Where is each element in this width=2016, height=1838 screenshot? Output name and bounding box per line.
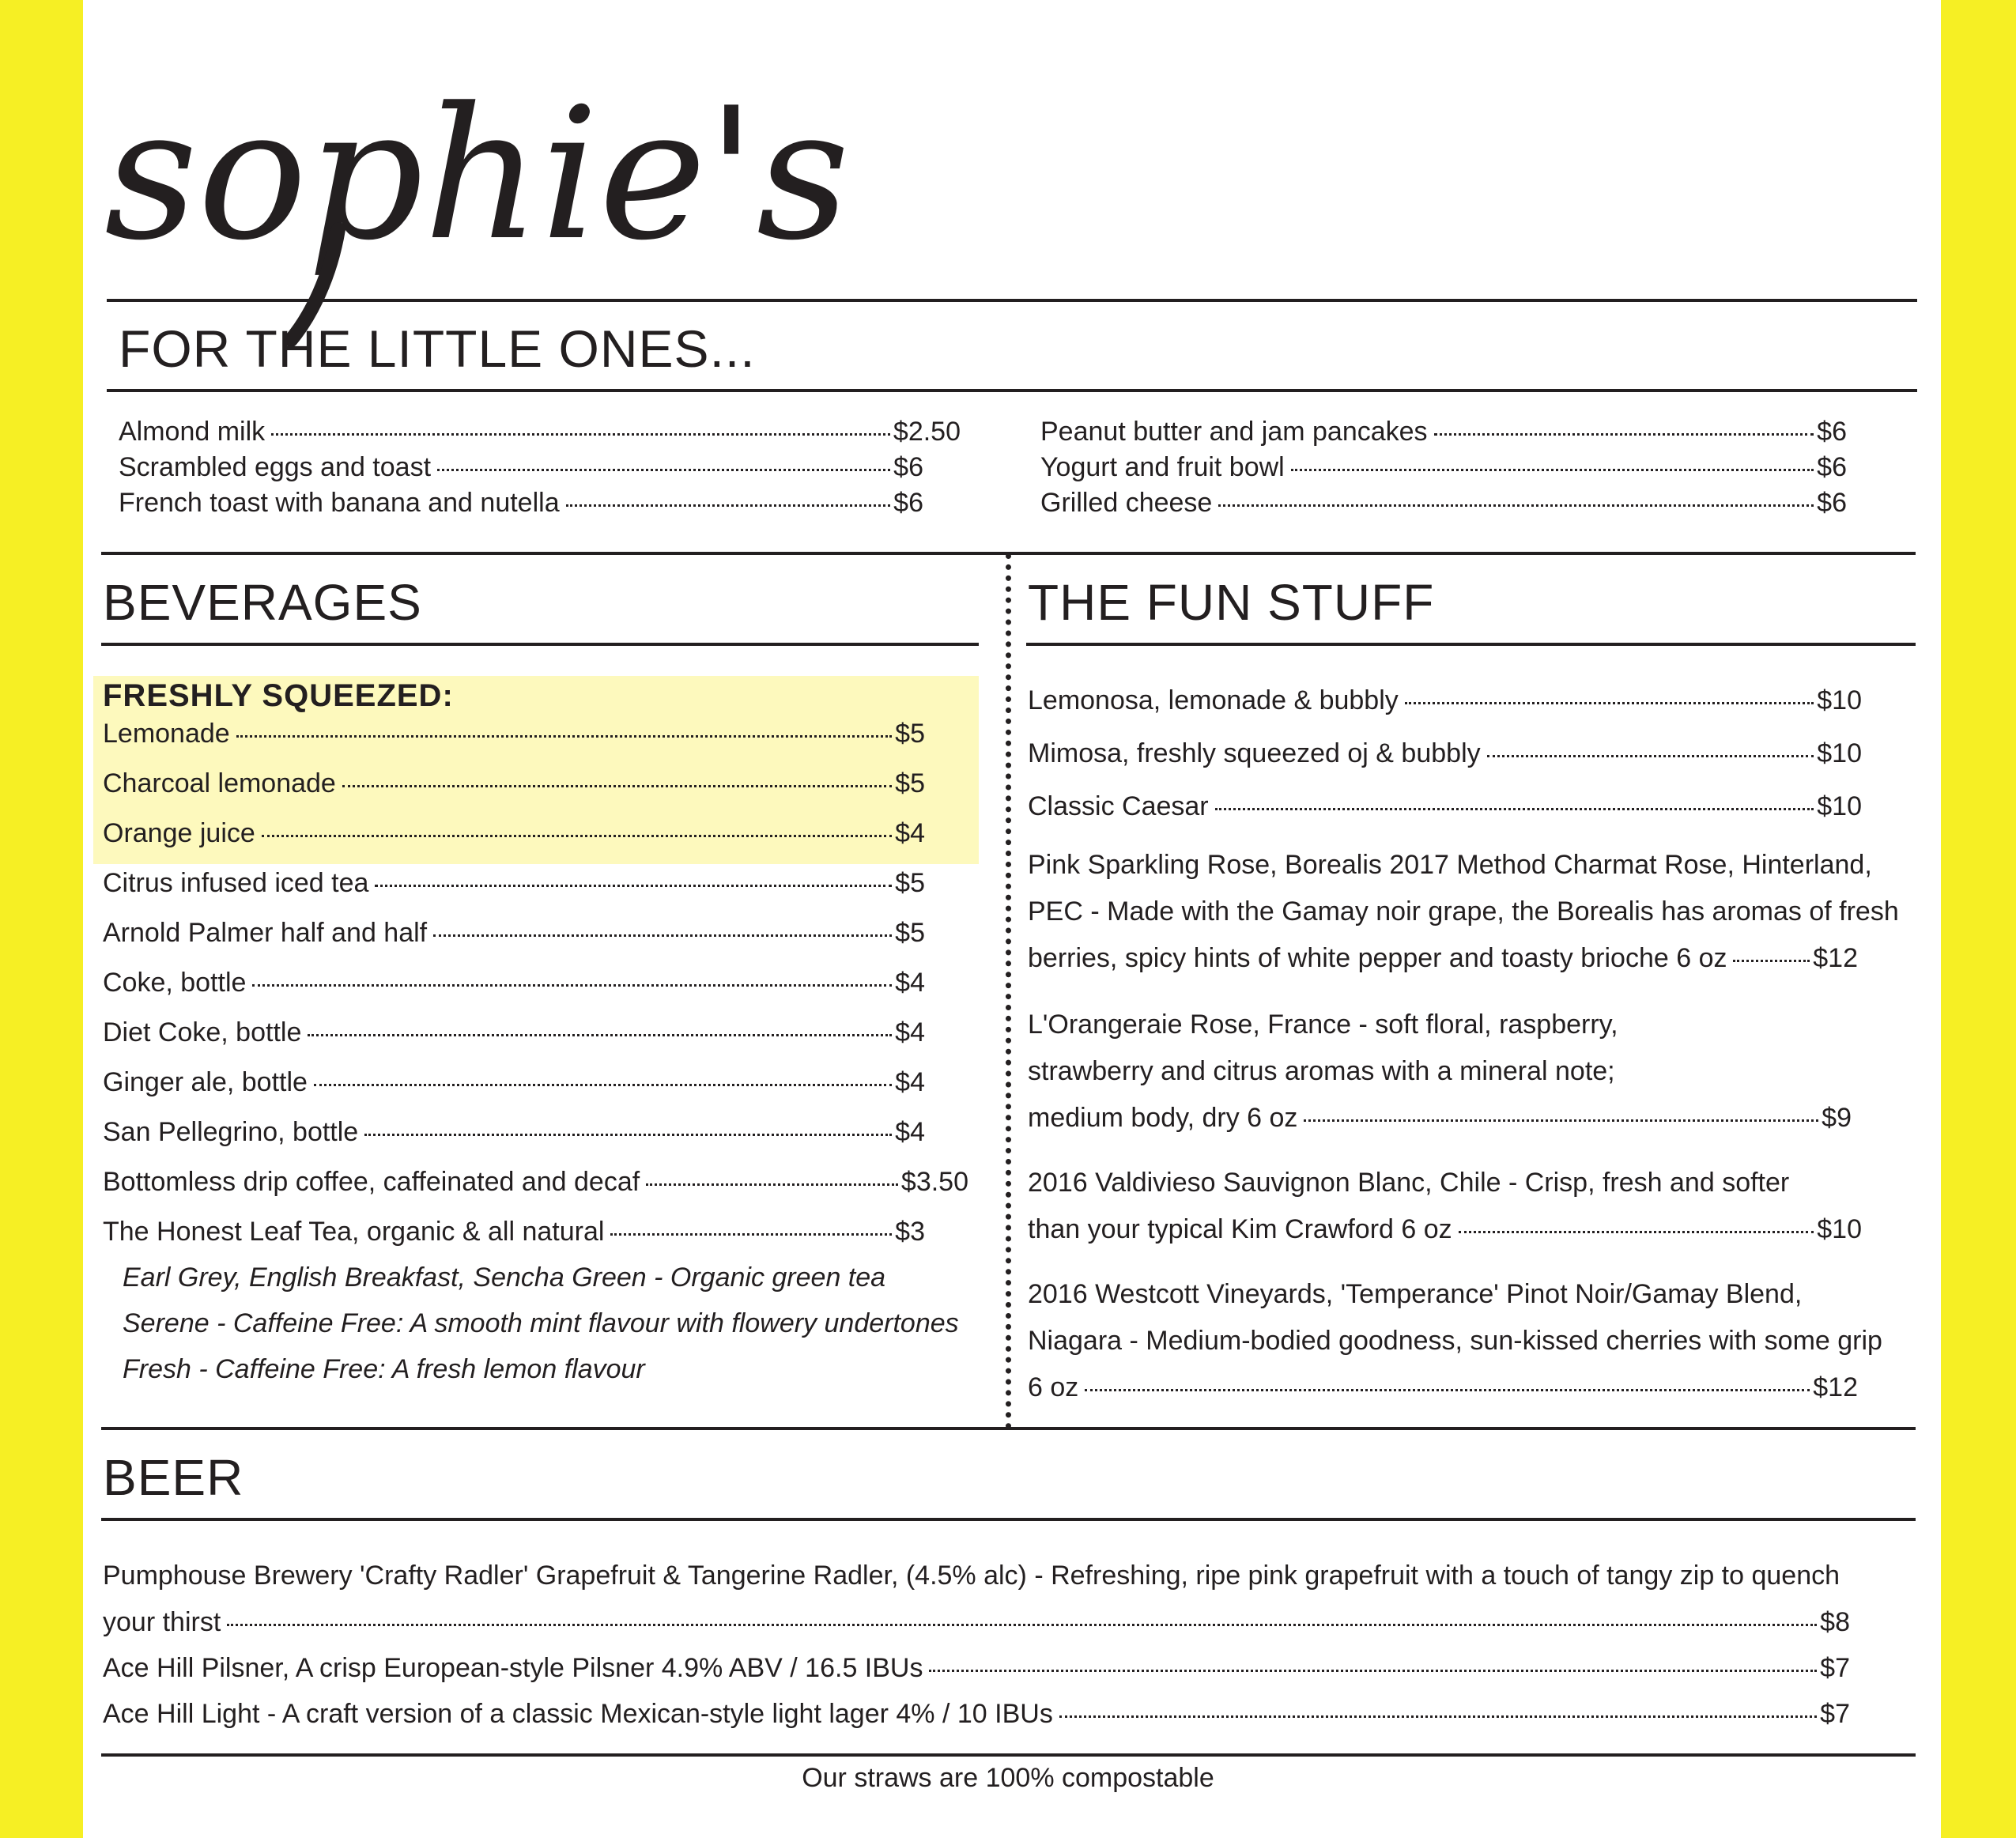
divider <box>1026 643 1916 646</box>
beer-heading: BEER <box>103 1449 244 1506</box>
menu-item: your thirst $8 <box>103 1607 1850 1637</box>
column-divider <box>1006 553 1011 1429</box>
menu-item: Classic Caesar $10 <box>1028 791 1862 821</box>
tea-note: Fresh - Caffeine Free: A fresh lemon flavour <box>123 1354 645 1384</box>
beer-description: Pumphouse Brewery 'Crafty Radler' Grapefruit & Tangerine Radler, (4.5% alc) - Refreshing, ripe pink grapefruit with a touch of tangy zip to quench <box>103 1561 1840 1591</box>
wine-description: Pink Sparkling Rose, Borealis 2017 Method Charmat Rose, Hinterland, <box>1028 850 1872 880</box>
wine-description: L'Orangeraie Rose, France - soft floral, raspberry, <box>1028 1010 1618 1040</box>
little-ones-heading: FOR THE LITTLE ONES... <box>119 319 756 378</box>
menu-item: Ace Hill Light - A craft version of a classic Mexican-style light lager 4% / 10 IBUs $7 <box>103 1699 1850 1729</box>
menu-item: The Honest Leaf Tea, organic & all natural $3 <box>103 1217 925 1247</box>
divider <box>101 1518 1916 1521</box>
tea-note: Earl Grey, English Breakfast, Sencha Green - Organic green tea <box>123 1262 886 1293</box>
menu-item: French toast with banana and nutella $6 <box>119 488 923 518</box>
left-accent-bar <box>0 0 83 1838</box>
menu-item: Citrus infused iced tea $5 <box>103 868 925 898</box>
freshly-squeezed-label: FRESHLY SQUEEZED: <box>103 678 454 713</box>
menu-item: Peanut butter and jam pancakes $6 <box>1040 417 1847 447</box>
menu-item: Ace Hill Pilsner, A crisp European-style Pilsner 4.9% ABV / 16.5 IBUs $7 <box>103 1653 1850 1683</box>
fun-stuff-heading: THE FUN STUFF <box>1028 574 1435 631</box>
menu-item: Charcoal lemonade $5 <box>103 768 925 798</box>
menu-item: Mimosa, freshly squeezed oj & bubbly $10 <box>1028 738 1862 768</box>
menu-item: berries, spicy hints of white pepper and toasty brioche 6 oz $12 <box>1028 943 1858 973</box>
wine-description: 2016 Westcott Vineyards, 'Temperance' Pinot Noir/Gamay Blend, <box>1028 1279 1803 1309</box>
divider <box>101 1427 1916 1430</box>
menu-item: San Pellegrino, bottle $4 <box>103 1117 925 1147</box>
menu-item: Almond milk $2.50 <box>119 417 961 447</box>
menu-item: Ginger ale, bottle $4 <box>103 1067 925 1097</box>
sophies-logo <box>101 47 850 332</box>
menu-item: Diet Coke, bottle $4 <box>103 1017 925 1047</box>
beverages-heading: BEVERAGES <box>103 574 422 631</box>
menu-item: Scrambled eggs and toast $6 <box>119 452 923 482</box>
divider <box>107 389 1917 392</box>
menu-item: 6 oz $12 <box>1028 1372 1858 1402</box>
divider <box>101 1753 1916 1757</box>
right-accent-bar <box>1941 0 2016 1838</box>
menu-item: Grilled cheese $6 <box>1040 488 1847 518</box>
wine-description: PEC - Made with the Gamay noir grape, the Borealis has aromas of fresh <box>1028 896 1899 927</box>
menu-item: Coke, bottle $4 <box>103 968 925 998</box>
menu-item: Bottomless drip coffee, caffeinated and decaf $3.50 <box>103 1167 968 1197</box>
divider <box>101 643 979 646</box>
menu-item: Orange juice $4 <box>103 818 925 848</box>
footer-note: Our straws are 100% compostable <box>802 1763 1214 1793</box>
menu-item: Lemonade $5 <box>103 719 925 749</box>
wine-description: Niagara - Medium-bodied goodness, sun-kissed cherries with some grip <box>1028 1326 1882 1356</box>
menu-item: Yogurt and fruit bowl $6 <box>1040 452 1847 482</box>
menu-item: medium body, dry 6 oz $9 <box>1028 1103 1852 1133</box>
wine-description: 2016 Valdivieso Sauvignon Blanc, Chile - Crisp, fresh and softer <box>1028 1168 1790 1198</box>
menu-item: Arnold Palmer half and half $5 <box>103 918 925 948</box>
tea-note: Serene - Caffeine Free: A smooth mint flavour with flowery undertones <box>123 1308 959 1338</box>
logo-text: sophie's <box>104 70 850 281</box>
divider <box>107 299 1917 302</box>
menu-item: than your typical Kim Crawford 6 oz $10 <box>1028 1214 1862 1244</box>
wine-description: strawberry and citrus aromas with a mineral note; <box>1028 1056 1615 1086</box>
menu-item: Lemonosa, lemonade & bubbly $10 <box>1028 685 1862 715</box>
